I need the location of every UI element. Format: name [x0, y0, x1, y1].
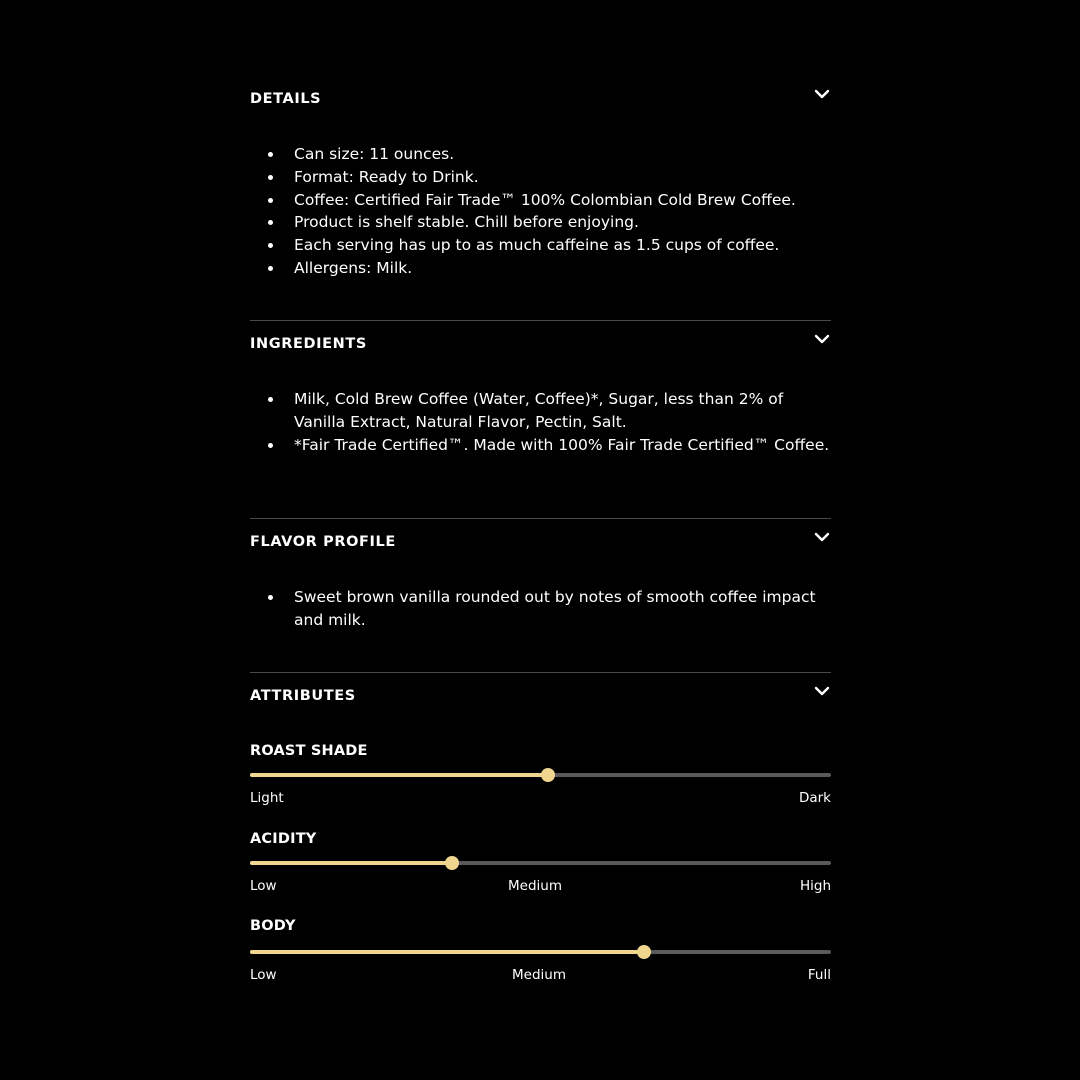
scale-label-low: Low [250, 967, 277, 983]
section-divider [250, 320, 831, 321]
chevron-down-icon[interactable] [813, 682, 831, 700]
body-slider [250, 950, 831, 954]
section-divider [250, 518, 831, 519]
attributes-title: ATTRIBUTES [250, 688, 356, 704]
acidity-slider [250, 861, 831, 865]
details-list [250, 143, 831, 280]
attributes-header[interactable] [250, 686, 831, 710]
flavor-profile-list [250, 586, 831, 632]
acidity-label: ACIDITY [250, 831, 317, 847]
details-title: DETAILS [250, 91, 322, 107]
scale-label-medium: Medium [512, 967, 566, 983]
roast-shade-slider [250, 773, 831, 777]
scale-label-medium: Medium [508, 878, 562, 894]
scale-label-dark: Dark [798, 790, 831, 806]
acidity-knob [445, 856, 459, 870]
list-item: Each serving has up to as much caffeine as 1.5 cups of coffee. [250, 234, 831, 257]
list-item: Product is shelf stable. Chill before enjoying. [250, 211, 831, 234]
list-item: Coffee: Certified Fair Trade™ 100% Colombian Cold Brew Coffee. [250, 189, 831, 212]
roast-shade-knob [541, 768, 555, 782]
roast-shade-label: ROAST SHADE [250, 743, 368, 759]
list-item: Allergens: Milk. [250, 257, 831, 280]
scale-label-high: High [799, 878, 831, 894]
list-item: Milk, Cold Brew Coffee (Water, Coffee)*, Sugar, less than 2% of Vanilla Extract, Natural Flavor, Pectin, Salt. [250, 388, 831, 434]
list-item: Can size: 11 ounces. [250, 143, 831, 166]
chevron-down-icon[interactable] [813, 330, 831, 348]
ingredients-header[interactable] [250, 334, 831, 358]
body-knob [637, 945, 651, 959]
chevron-down-icon[interactable] [813, 528, 831, 546]
chevron-down-icon[interactable] [813, 85, 831, 103]
ingredients-title: INGREDIENTS [250, 336, 367, 352]
body-scale [250, 966, 831, 984]
details-header[interactable] [250, 89, 831, 113]
scale-label-light: Light [250, 790, 284, 806]
ingredients-list [250, 388, 831, 456]
list-item: Sweet brown vanilla rounded out by notes of smooth coffee impact and milk. [250, 586, 831, 632]
acidity-fill [250, 861, 452, 865]
scale-label-full: Full [807, 967, 831, 983]
acidity-scale [250, 877, 831, 895]
flavor-profile-header[interactable] [250, 532, 831, 556]
roast-shade-scale [250, 789, 831, 807]
section-divider [250, 672, 831, 673]
flavor-profile-title: FLAVOR PROFILE [250, 534, 396, 550]
scale-label-low: Low [250, 878, 277, 894]
list-item: *Fair Trade Certified™. Made with 100% Fair Trade Certified™ Coffee. [250, 434, 831, 457]
body-fill [250, 950, 644, 954]
roast-shade-fill [250, 773, 548, 777]
body-label: BODY [250, 918, 296, 934]
list-item: Format: Ready to Drink. [250, 166, 831, 189]
